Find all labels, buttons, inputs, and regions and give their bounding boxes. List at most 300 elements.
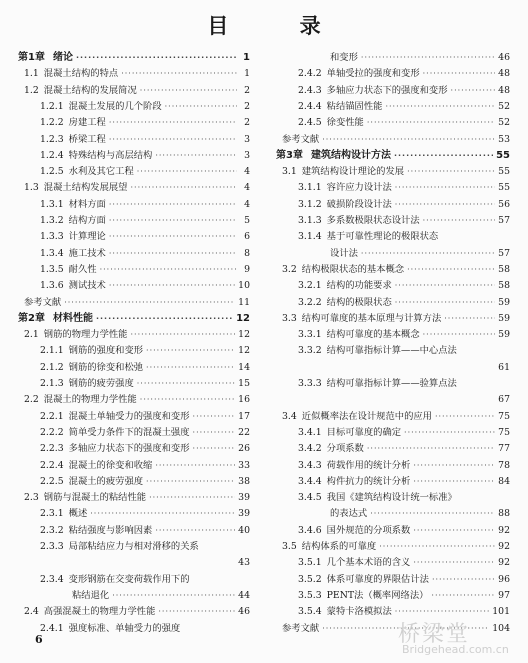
toc-entry-number: 2.4.5 bbox=[298, 117, 322, 129]
dot-leader bbox=[109, 118, 237, 128]
toc-entry-title: 混凝土结构的发展简况 bbox=[43, 84, 137, 96]
toc-entry-page: 56 bbox=[498, 198, 510, 210]
toc-entry-number: 2.2.4 bbox=[40, 459, 64, 471]
toc-entry bbox=[18, 536, 250, 552]
toc-entry-page: 48 bbox=[498, 84, 510, 96]
toc-entry-page: 75 bbox=[498, 426, 510, 438]
toc-entry bbox=[276, 210, 510, 226]
toc-entry-title: 混凝土的徐变和收缩 bbox=[68, 459, 153, 471]
toc-entry-number: 1.3.5 bbox=[40, 263, 64, 275]
dot-leader bbox=[394, 151, 493, 161]
toc-entry-page: 46 bbox=[498, 52, 510, 63]
toc-entry bbox=[18, 194, 250, 210]
toc-entry-page: 3 bbox=[244, 149, 250, 161]
toc-entry-page: 75 bbox=[498, 410, 510, 422]
toc-entry-title: 结构极限状态的基本概念 bbox=[301, 263, 405, 275]
toc-entry-page: 4 bbox=[244, 198, 250, 210]
toc-entry bbox=[276, 324, 510, 340]
toc-entry bbox=[276, 618, 510, 634]
toc-entry bbox=[276, 129, 510, 145]
toc-entry-title: 近似概率法在设计规范中的应用 bbox=[301, 410, 432, 422]
dot-leader bbox=[407, 167, 495, 177]
toc-entry bbox=[276, 275, 510, 291]
toc-entry-title: 结构可靠指标计算——中心点法 bbox=[326, 345, 457, 357]
toc-entry bbox=[276, 520, 510, 536]
toc-entry-title: 体系可靠度的界限估计法 bbox=[326, 573, 429, 585]
toc-entry-page: 8 bbox=[244, 247, 250, 259]
dot-leader bbox=[109, 200, 237, 210]
toc-entry-number: 3.3.1 bbox=[298, 329, 322, 341]
toc-entry bbox=[18, 243, 250, 259]
toc-entry-page: 16 bbox=[238, 394, 250, 406]
toc-entry bbox=[18, 145, 250, 161]
toc-entry-title: 材料性能 bbox=[52, 312, 93, 324]
toc-entry bbox=[276, 112, 510, 128]
toc-entry bbox=[276, 47, 510, 63]
dot-leader bbox=[137, 167, 237, 177]
dot-leader bbox=[96, 314, 233, 324]
toc-entry-title: 结构可靠度的基本概念 bbox=[326, 329, 420, 341]
toc-entry-page: 78 bbox=[498, 459, 510, 471]
toc-entry bbox=[276, 243, 510, 259]
toc-entry-number: 2.1.2 bbox=[40, 361, 64, 373]
toc-entry-title: 国外规范的分项系数 bbox=[326, 524, 411, 536]
toc-entry-number: 2.3 bbox=[24, 492, 39, 504]
toc-entry-title: 徐变性能 bbox=[326, 117, 364, 129]
toc-entry-number: 3.5.4 bbox=[298, 606, 322, 618]
toc-entry-number: 3.1.3 bbox=[298, 215, 322, 226]
toc-entry-title: 材料方面 bbox=[68, 198, 106, 210]
toc-entry-number: 第1章 bbox=[18, 52, 45, 63]
toc-entry-number: 1.2.3 bbox=[40, 133, 64, 145]
toc-entry-title: 强度标准、单轴受力的强度 bbox=[68, 622, 181, 634]
toc-entry-number: 3.3.3 bbox=[298, 378, 322, 389]
toc-entry-title: 几个基本术语的含义 bbox=[326, 557, 411, 569]
toc-entry-title: 房建工程 bbox=[68, 117, 106, 129]
toc-entry-number: 1.3.1 bbox=[40, 198, 64, 210]
dot-leader bbox=[140, 395, 235, 405]
dot-leader bbox=[109, 232, 237, 242]
dot-leader bbox=[146, 346, 235, 356]
toc-entry-page: 9 bbox=[244, 263, 250, 275]
toc-entry-page: 59 bbox=[498, 312, 510, 324]
toc-entry-title: 水利及其它工程 bbox=[68, 166, 134, 178]
toc-entry-page: 33 bbox=[238, 459, 250, 471]
toc-entry-page: 97 bbox=[498, 589, 510, 601]
toc-entry-page: 57 bbox=[498, 215, 510, 226]
toc-entry-number: 3.1.2 bbox=[298, 198, 322, 210]
dot-leader bbox=[432, 575, 495, 585]
toc-entry-title: 混凝土结构的特点 bbox=[43, 68, 119, 80]
toc-entry-number: 2.2 bbox=[24, 394, 39, 406]
toc-entry-page: 55 bbox=[498, 166, 510, 178]
toc-entry-number: 2.2.1 bbox=[40, 410, 64, 422]
toc-entry bbox=[18, 373, 250, 389]
dot-leader bbox=[158, 607, 235, 617]
dot-leader bbox=[130, 183, 237, 193]
toc-entry bbox=[276, 438, 510, 454]
toc-entry-page: 5 bbox=[244, 215, 250, 226]
toc-entry-number: 2.4.4 bbox=[298, 100, 322, 112]
toc-entry-number: 1.3.2 bbox=[40, 215, 64, 226]
toc-entry bbox=[276, 340, 510, 356]
toc-entry-number: 3.1.4 bbox=[298, 231, 322, 243]
dot-leader bbox=[146, 363, 235, 373]
page-title: 目 录 bbox=[207, 14, 353, 38]
toc-entry-title: 结构方面 bbox=[68, 215, 106, 226]
toc-entry-page: 26 bbox=[238, 443, 250, 455]
dot-leader bbox=[76, 53, 237, 63]
toc-entry-number: 2.2.3 bbox=[40, 443, 64, 455]
toc-entry bbox=[18, 129, 250, 145]
toc-entry-title: 混凝土结构发展展望 bbox=[43, 182, 128, 194]
toc-entry-number: 2.4.2 bbox=[298, 68, 322, 80]
toc-entry-number: 2.4.3 bbox=[298, 84, 322, 96]
toc-entry-title: 破损阶段设计法 bbox=[326, 198, 392, 210]
toc-entry bbox=[18, 357, 250, 373]
toc-entry-title: 多系数极限状态设计法 bbox=[326, 215, 420, 226]
dot-leader bbox=[395, 607, 490, 617]
toc-entry bbox=[18, 259, 250, 275]
toc-entry bbox=[276, 487, 510, 503]
toc-entry-title: 混凝土发展的几个阶段 bbox=[68, 100, 162, 112]
toc-entry bbox=[18, 389, 250, 405]
dot-leader bbox=[423, 330, 496, 340]
toc-entry-title: 耐久性 bbox=[68, 263, 97, 275]
toc-entry-title: 粘结锚固性能 bbox=[326, 100, 383, 112]
toc-entry-number: 1.2 bbox=[24, 84, 39, 96]
toc-entry-number: 3.2 bbox=[282, 263, 297, 275]
toc-entry-number: 3.5.2 bbox=[298, 573, 322, 585]
toc-entry-number: 3.2.1 bbox=[298, 280, 322, 292]
toc-entry-title: 参考文献 bbox=[282, 622, 320, 634]
toc-entry bbox=[18, 438, 250, 454]
dot-leader bbox=[100, 265, 237, 275]
toc-entry-title: 钢筋与混凝土的粘结性能 bbox=[43, 492, 147, 504]
dot-leader bbox=[395, 183, 495, 193]
toc-entry-number: 2.3.2 bbox=[40, 524, 64, 536]
toc-entry-number: 第2章 bbox=[18, 312, 45, 324]
toc-entry-number: 3.4.4 bbox=[298, 475, 322, 487]
toc-entry bbox=[18, 112, 250, 128]
dot-leader bbox=[155, 461, 235, 471]
toc-entry-title: 高强混凝土的物理力学性能 bbox=[43, 606, 156, 618]
toc-entry-page: 77 bbox=[498, 443, 510, 455]
toc-entry-number: 2.2.2 bbox=[40, 426, 64, 438]
toc-entry bbox=[18, 161, 250, 177]
toc-entry bbox=[18, 226, 250, 242]
toc-entry bbox=[18, 177, 250, 193]
watermark-url: Bridgehead.com.cn bbox=[402, 643, 509, 656]
dot-leader bbox=[322, 135, 495, 145]
toc-entry-number: 1.1 bbox=[24, 68, 39, 80]
toc-entry bbox=[276, 145, 510, 161]
dot-leader bbox=[444, 314, 495, 324]
toc-entry-title: 和变形 bbox=[330, 52, 358, 63]
toc-entry-number: 3.4.3 bbox=[298, 459, 322, 471]
toc-entry-title: 钢筋的疲劳强度 bbox=[68, 378, 134, 389]
toc-entry-title: 我国《建筑结构设计统一标准》 bbox=[326, 492, 457, 504]
toc-entry bbox=[276, 471, 510, 487]
toc-entry-title: 容许应力设计法 bbox=[326, 182, 392, 194]
dot-leader bbox=[413, 526, 495, 536]
dot-leader bbox=[385, 102, 495, 112]
toc-entry-title: 钢筋的强度和变形 bbox=[68, 345, 144, 357]
toc-entry bbox=[18, 292, 250, 308]
toc-entry-page: 10 bbox=[238, 280, 250, 292]
toc-entry-page: 101 bbox=[492, 606, 510, 618]
toc-entry-title: 粘结退化 bbox=[72, 589, 110, 601]
toc-entry-number: 1.2.4 bbox=[40, 149, 64, 161]
toc-entry bbox=[276, 503, 510, 519]
toc-entry-title: 蒙特卡洛模拟法 bbox=[326, 606, 392, 618]
toc-entry-title: 结构的功能要求 bbox=[326, 280, 392, 292]
toc-entry-number: 2.3.1 bbox=[40, 508, 64, 520]
toc-entry bbox=[276, 601, 510, 617]
toc-entry-number: 3.3.2 bbox=[298, 345, 322, 357]
toc-entry-title: 基于可靠性理论的极限状态 bbox=[326, 231, 439, 243]
dot-leader bbox=[451, 86, 496, 96]
dot-leader bbox=[109, 281, 235, 291]
toc-entry-page: 1 bbox=[244, 68, 250, 80]
toc-entry bbox=[276, 389, 510, 405]
toc-entry bbox=[18, 455, 250, 471]
toc-entry-page: 44 bbox=[238, 589, 250, 601]
toc-entry-title: 建筑结构设计方法 bbox=[310, 149, 391, 161]
toc-entry bbox=[18, 552, 250, 568]
toc-entry bbox=[18, 308, 250, 324]
toc-entry-page: 46 bbox=[238, 606, 250, 618]
toc-entry-title: 单轴受拉的强度和变形 bbox=[326, 68, 420, 80]
toc-entry bbox=[276, 292, 510, 308]
watermark-logo: 桥梁堂 bbox=[398, 622, 471, 647]
toc-entry bbox=[276, 177, 510, 193]
toc-entry bbox=[276, 406, 510, 422]
toc-entry-title: 构件抗力的统计分析 bbox=[326, 475, 411, 487]
dot-leader bbox=[361, 53, 495, 63]
toc-entry-page: 6 bbox=[244, 231, 250, 243]
dot-leader bbox=[109, 135, 237, 145]
toc-entry-page: 39 bbox=[238, 492, 250, 504]
toc-entry-title: 多轴应力状态下的强度和变形 bbox=[68, 443, 190, 455]
toc-entry-page: 12 bbox=[238, 329, 250, 341]
toc-entry-title: 桥梁工程 bbox=[68, 133, 106, 145]
toc-entry bbox=[18, 585, 250, 601]
dot-leader bbox=[137, 379, 235, 389]
toc-entry-number: 2.1.1 bbox=[40, 345, 64, 357]
toc-entry-number: 2.1.3 bbox=[40, 378, 64, 389]
dot-leader bbox=[413, 558, 495, 568]
toc-entry bbox=[18, 601, 250, 617]
toc-entry-title: 钢筋的徐变和松弛 bbox=[68, 361, 144, 373]
dot-leader bbox=[404, 428, 495, 438]
toc-entry-page: 53 bbox=[498, 133, 510, 145]
toc-entry-page: 104 bbox=[492, 622, 510, 634]
toc-entry bbox=[276, 80, 510, 96]
toc-entry-page: 4 bbox=[244, 166, 250, 178]
dot-leader bbox=[379, 542, 495, 552]
toc-entry-title: 多轴应力状态下的强度和变形 bbox=[326, 84, 448, 96]
toc-entry-number: 3.5.1 bbox=[298, 557, 322, 569]
toc-entry-number: 第3章 bbox=[276, 149, 303, 161]
toc-entry-title: 混凝土的疲劳强度 bbox=[68, 475, 144, 487]
toc-entry-title: 概述 bbox=[68, 508, 88, 520]
toc-entry-title: 建筑结构设计理论的发展 bbox=[301, 166, 405, 178]
toc-entry bbox=[276, 552, 510, 568]
toc-entry-number: 1.2.5 bbox=[40, 166, 64, 178]
toc-entry-title: 结构可靠度的基本原理与计算方法 bbox=[301, 312, 442, 324]
toc-entry bbox=[18, 569, 250, 585]
dot-leader bbox=[64, 298, 235, 308]
toc-entry bbox=[18, 340, 250, 356]
dot-leader bbox=[165, 102, 237, 112]
dot-leader bbox=[155, 151, 237, 161]
toc-entry-page: 92 bbox=[498, 541, 510, 552]
toc-entry-page: 59 bbox=[498, 296, 510, 308]
toc-entry-page: 12 bbox=[236, 312, 250, 324]
toc-entry-number: 2.2.5 bbox=[40, 475, 64, 487]
dot-leader bbox=[423, 216, 496, 226]
toc-entry-number: 1.3.3 bbox=[40, 231, 64, 243]
dot-leader bbox=[193, 412, 236, 422]
dot-leader bbox=[423, 69, 496, 79]
toc-entry-title: 钢筋的物理力学性能 bbox=[43, 329, 128, 341]
dot-leader bbox=[109, 249, 237, 259]
toc-entry-title: 简单受力条件下的混凝土强度 bbox=[68, 426, 190, 438]
toc-entry-page: 48 bbox=[498, 68, 510, 80]
toc-entry bbox=[276, 455, 510, 471]
toc-entry-page: 14 bbox=[238, 361, 250, 373]
toc-entry bbox=[18, 80, 250, 96]
dot-leader bbox=[121, 69, 237, 79]
toc-entry-title: 混凝土的物理力学性能 bbox=[43, 394, 137, 406]
toc-entry-page: 55 bbox=[496, 149, 510, 161]
toc-entry-title: 结构体系的可靠度 bbox=[301, 541, 377, 552]
dot-leader bbox=[367, 444, 495, 454]
toc-entry-number: 2.4.1 bbox=[40, 622, 64, 634]
dot-leader bbox=[155, 526, 235, 536]
toc-left-column bbox=[18, 47, 250, 632]
toc-entry-page: 12 bbox=[238, 345, 250, 357]
toc-entry-page: 57 bbox=[498, 247, 510, 259]
toc-entry-title: PENT法（概率网络法） bbox=[326, 589, 429, 601]
dot-leader bbox=[109, 216, 237, 226]
toc-entry-number: 3.1.1 bbox=[298, 182, 322, 194]
toc-entry bbox=[18, 487, 250, 503]
toc-entry bbox=[276, 373, 510, 389]
dot-leader bbox=[395, 200, 495, 210]
toc-entry-title: 施工技术 bbox=[68, 247, 106, 259]
page-number: 6 bbox=[35, 633, 43, 646]
toc-entry bbox=[18, 406, 250, 422]
toc-entry bbox=[18, 96, 250, 112]
toc-entry-page: 88 bbox=[498, 508, 510, 520]
toc-entry-page: 96 bbox=[498, 573, 510, 585]
toc-entry-page: 15 bbox=[238, 378, 250, 389]
toc-entry-page: 59 bbox=[498, 329, 510, 341]
toc-entry bbox=[18, 63, 250, 79]
toc-entry-number: 3.5.3 bbox=[298, 589, 322, 601]
toc-entry-page: 92 bbox=[498, 557, 510, 569]
toc-entry-page: 58 bbox=[498, 280, 510, 292]
dot-leader bbox=[130, 330, 235, 340]
toc-entry-page: 52 bbox=[498, 117, 510, 129]
toc-entry bbox=[18, 471, 250, 487]
toc-entry-title: 设计法 bbox=[330, 247, 358, 259]
toc-entry-page: 3 bbox=[244, 133, 250, 145]
toc-entry-number: 1.3.4 bbox=[40, 247, 64, 259]
toc-entry-title: 计算理论 bbox=[68, 231, 106, 243]
toc-entry-title: 绪论 bbox=[52, 52, 73, 63]
dot-leader bbox=[395, 281, 495, 291]
toc-entry-page: 11 bbox=[238, 296, 250, 308]
dot-leader bbox=[193, 444, 236, 454]
toc-entry-number: 3.4.1 bbox=[298, 426, 322, 438]
toc-entry-title: 局部粘结应力与相对滑移的关系 bbox=[68, 541, 199, 552]
toc-entry bbox=[276, 357, 510, 373]
toc-entry-page: 67 bbox=[498, 394, 510, 406]
dot-leader bbox=[395, 298, 495, 308]
toc-entry-title: 特殊结构与高层结构 bbox=[68, 149, 153, 161]
toc-entry-number: 2.3.4 bbox=[40, 573, 64, 585]
toc-entry-number: 3.4.6 bbox=[298, 524, 322, 536]
dot-leader bbox=[413, 477, 495, 487]
toc-entry-number: 3.3 bbox=[282, 312, 297, 324]
toc-entry-number: 1.2.2 bbox=[40, 117, 64, 129]
toc-entry-title: 变形钢筋在交变荷载作用下的 bbox=[68, 573, 190, 585]
dot-leader bbox=[193, 428, 236, 438]
toc-entry bbox=[276, 161, 510, 177]
toc-entry-number: 1.3 bbox=[24, 182, 39, 194]
toc-entry-page: 2 bbox=[244, 84, 250, 96]
toc-entry bbox=[18, 422, 250, 438]
toc-right-column bbox=[276, 47, 510, 632]
toc-entry-page: 2 bbox=[244, 100, 250, 112]
toc-entry-page: 52 bbox=[498, 100, 510, 112]
toc-entry-page: 22 bbox=[238, 426, 250, 438]
toc-entry-title: 的表达式 bbox=[330, 508, 368, 520]
dot-leader bbox=[431, 591, 495, 601]
toc-entry-title: 测试技术 bbox=[68, 280, 106, 292]
toc-entry bbox=[276, 194, 510, 210]
toc-entry-page: 92 bbox=[498, 524, 510, 536]
toc-entry-page: 38 bbox=[238, 475, 250, 487]
toc-entry-page: 17 bbox=[238, 410, 250, 422]
dot-leader bbox=[149, 493, 235, 503]
toc-entry-number: 3.2.2 bbox=[298, 296, 322, 308]
dot-leader bbox=[413, 461, 495, 471]
toc-entry bbox=[18, 275, 250, 291]
toc-entry bbox=[18, 520, 250, 536]
toc-entry-number: 2.4 bbox=[24, 606, 39, 618]
dot-leader bbox=[140, 86, 237, 96]
toc-entry bbox=[18, 210, 250, 226]
toc-entry-number: 2.3.3 bbox=[40, 541, 64, 552]
dot-leader bbox=[361, 249, 495, 259]
toc-entry-page: 2 bbox=[244, 117, 250, 129]
toc-entry-page: 61 bbox=[498, 361, 510, 373]
toc-entry-number: 3.4 bbox=[282, 410, 297, 422]
toc-entry-title: 结构的极限状态 bbox=[326, 296, 392, 308]
toc-entry-number: 3.4.5 bbox=[298, 492, 322, 504]
toc-entry-number: 2.1 bbox=[24, 329, 39, 341]
toc-entry-title: 参考文献 bbox=[282, 133, 320, 145]
dot-leader bbox=[407, 265, 495, 275]
toc-entry bbox=[276, 259, 510, 275]
toc-entry bbox=[276, 308, 510, 324]
toc-entry bbox=[18, 324, 250, 340]
toc-entry bbox=[276, 585, 510, 601]
